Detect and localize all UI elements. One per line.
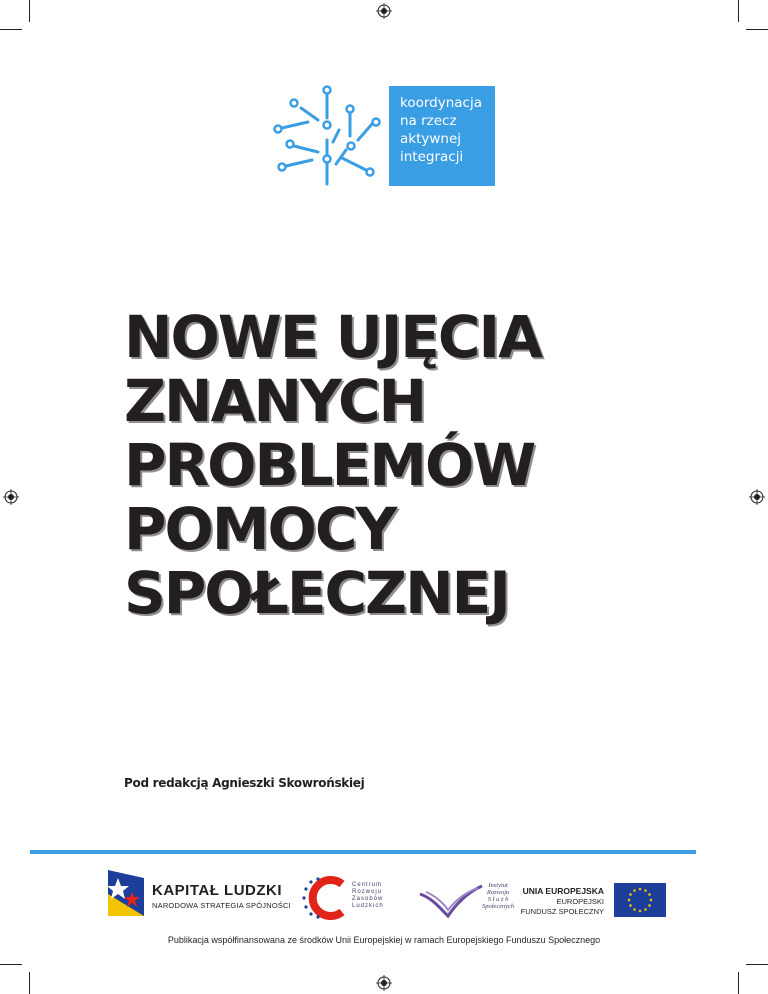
- kapital-ludzki-logo-icon: [104, 868, 148, 918]
- ue-text: [520, 886, 604, 917]
- editor-credit: Pod redakcją Agnieszki Skowrońskiej: [124, 776, 365, 790]
- logo-line: na rzecz: [400, 113, 457, 129]
- kapital-ludzki-subtitle: NARODOWA STRATEGIA SPÓJNOŚCI: [152, 901, 291, 910]
- irss-line: Instytut: [488, 882, 508, 889]
- ue-line: FUNDUSZ SPOŁECZNY: [520, 907, 604, 916]
- crop-mark: [746, 29, 768, 30]
- irss-text: [482, 882, 514, 910]
- title-line: PROBLEMÓW: [124, 431, 535, 499]
- footer-note: Publikacja współfinansowana ze środków Unii Europejskiej w ramach Europejskiego Funduszu Społecznego: [167, 935, 601, 945]
- crop-mark: [29, 0, 30, 22]
- irss-line: Społecznych: [482, 903, 515, 910]
- book-title: [124, 305, 541, 625]
- registration-mark-icon: [376, 975, 392, 991]
- kapital-ludzki-title: KAPITAŁ LUDZKI: [152, 882, 283, 899]
- registration-mark-icon: [749, 489, 765, 505]
- crop-mark: [746, 964, 768, 965]
- crop-mark: [0, 964, 22, 965]
- crzl-text: [352, 882, 384, 910]
- irss-line: S ł u ż b: [487, 896, 509, 903]
- title-line: ZNANYCH: [124, 367, 426, 435]
- ue-title: UNIA EUROPEJSKA: [522, 886, 604, 896]
- crop-mark: [738, 0, 739, 22]
- eu-flag-icon: [614, 883, 666, 917]
- logo-text-box: [389, 86, 495, 186]
- crop-mark: [0, 29, 22, 30]
- registration-mark-icon: [376, 3, 392, 19]
- logo-line: integracji: [400, 149, 464, 165]
- registration-mark-icon: [3, 489, 19, 505]
- title-line: POMOCY: [124, 495, 396, 563]
- crzl-line: Rozwoju: [352, 889, 383, 895]
- network-logo-icon: [268, 84, 386, 190]
- crzl-logo-icon: [298, 876, 352, 920]
- crop-mark: [29, 972, 30, 994]
- crzl-line: Zasobów: [352, 896, 384, 902]
- ue-line: EUROPEJSKI: [556, 897, 604, 906]
- crop-mark: [738, 972, 739, 994]
- divider: [30, 850, 696, 854]
- crzl-line: Centrum: [352, 882, 383, 888]
- crzl-line: Ludzkich: [352, 903, 384, 909]
- irss-line: Rozwoju: [486, 889, 510, 896]
- logo-line: koordynacja: [400, 95, 483, 111]
- irss-logo-icon: [418, 880, 484, 920]
- title-line: SPOŁECZNEJ: [124, 559, 509, 627]
- title-line: NOWE UJĘCIA: [124, 303, 541, 371]
- logo-line: aktywnej: [400, 131, 462, 147]
